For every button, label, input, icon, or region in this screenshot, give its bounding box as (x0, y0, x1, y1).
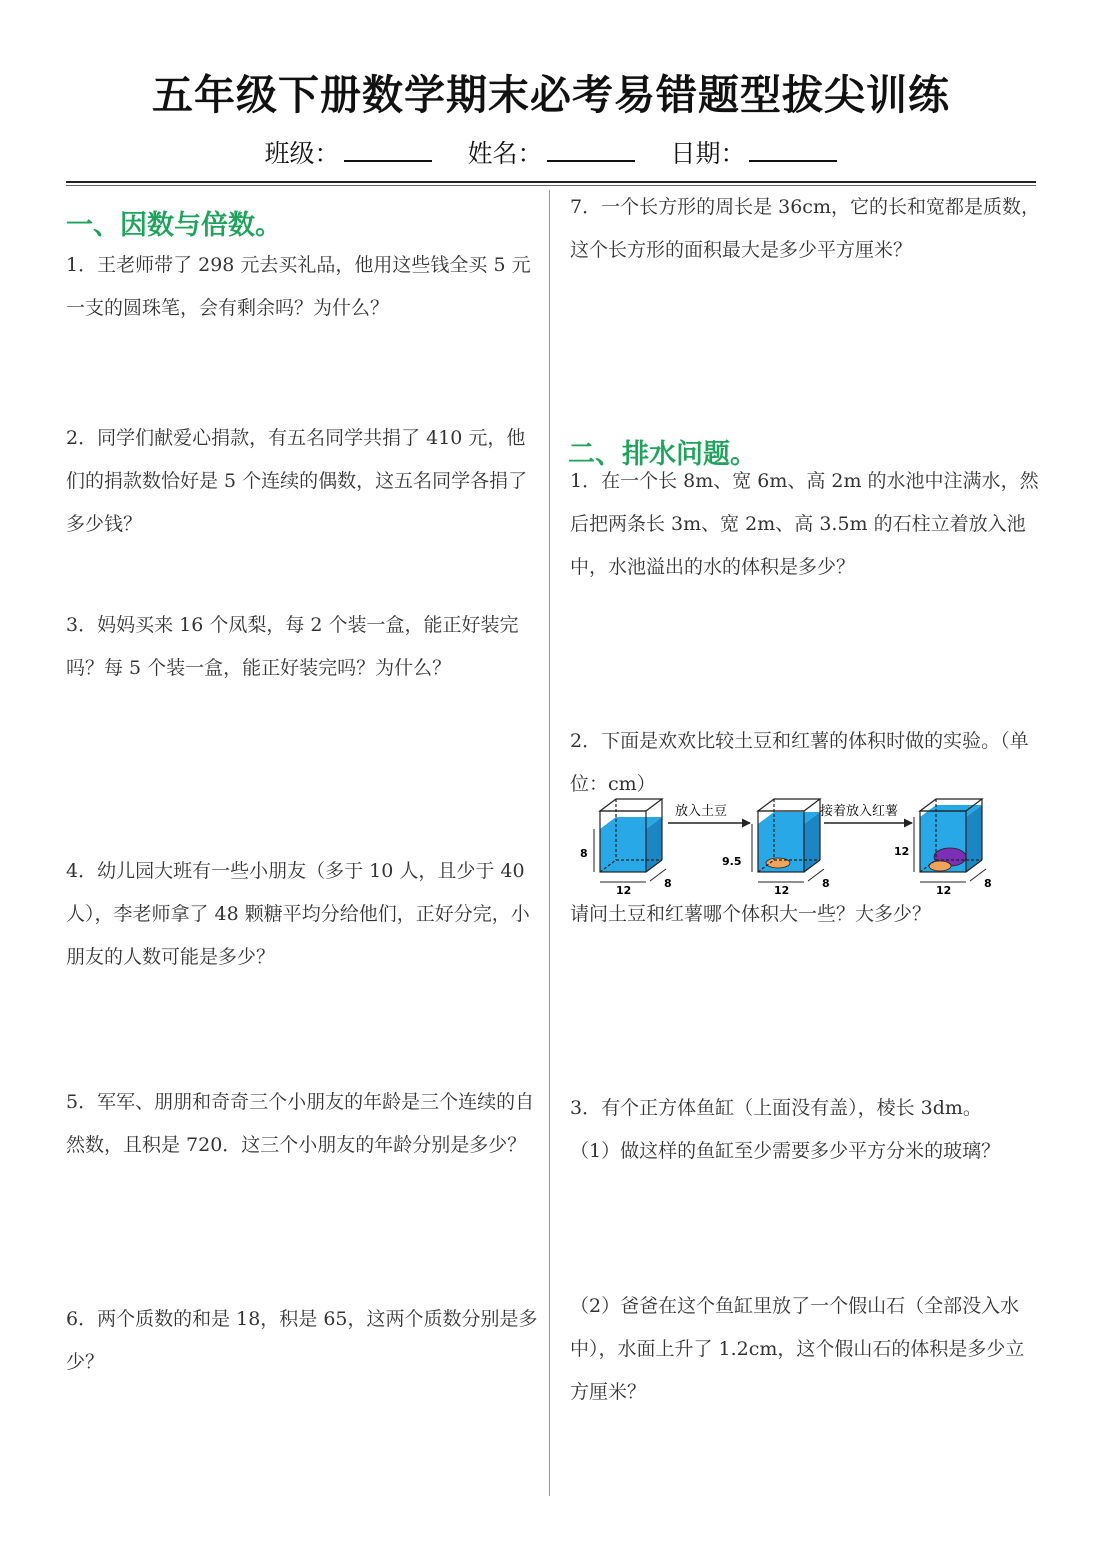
question-1-4: 4．幼儿园大班有一些小朋友（多于 10 人，且少于 40 人），李老师拿了 48 颗糖平均分给他们，正好分完，小朋友的人数可能是多少？ (66, 860, 530, 968)
question-2-1: 1．在一个长 8m、宽 6m、高 2m 的水池中注满水，然后把两条长 3m、宽 2m、高 3.5m 的石柱立着放入池中，水池溢出的水的体积是多少？ (570, 470, 1039, 578)
question-1-3: 3．妈妈买来 16 个凤梨，每 2 个装一盒，能正好装完吗？每 5 个装一盒，能正好装完吗？为什么？ (66, 614, 519, 679)
question-2-2-followup: 请问土豆和红薯哪个体积大一些？大多少？ (570, 903, 932, 925)
tank-3-length-label: 12 (936, 884, 952, 897)
tank-2-height-label: 9.5 (722, 855, 742, 868)
column-divider (549, 190, 550, 1496)
question-2-3-part1: （1）做这样的鱼缸至少需要多少平方分米的玻璃？ (570, 1140, 1001, 1162)
page-title: 五年级下册数学期末必考易错题型拔尖训练 (152, 71, 950, 119)
class-label: 班级： (264, 139, 340, 168)
student-info-row (0, 134, 1102, 170)
class-field (265, 134, 432, 170)
section-heading-factors: 一、因数与倍数。 (66, 210, 282, 241)
question-1-7: 7．一个长方形的周长是 36cm，它的长和宽都是质数，这个长方形的面积最大是多少平方厘米？ (570, 196, 1040, 261)
date-label: 日期： (670, 139, 746, 168)
name-field (467, 134, 634, 170)
name-blank[interactable] (547, 138, 635, 162)
header-rule-thick (66, 181, 1036, 183)
tank-2 (722, 799, 830, 897)
question-1-2: 2．同学们献爱心捐款，有五名同学共捐了 410 元，他们的捐款数恰好是 5 个连续的偶数，这五名同学各捐了多少钱？ (66, 427, 528, 535)
arrow-2-label: 接着放入红薯 (820, 804, 899, 819)
tank-2-length-label: 12 (774, 884, 790, 897)
question-1-1: 1．王老师带了 298 元去买礼品，他用这些钱全买 5 元一支的圆珠笔，会有剩余吗？为什么？ (66, 254, 531, 319)
volume-experiment-diagram (572, 795, 1042, 905)
arrow-1-label: 放入土豆 (675, 804, 728, 819)
tank-2-width-label: 8 (822, 877, 830, 890)
tank-3-height-label: 12 (894, 845, 910, 858)
section-heading-drainage: 二、排水问题。 (568, 439, 757, 470)
tank-1 (580, 799, 672, 897)
question-2-3: 3．有个正方体鱼缸（上面没有盖），棱长 3dm。 (570, 1097, 982, 1119)
tank-1-water-front (600, 829, 646, 872)
question-1-6: 6．两个质数的和是 18，积是 65，这两个质数分别是多少？ (66, 1308, 538, 1373)
question-1-5: 5．军军、朋朋和奇奇三个小朋友的年龄是三个连续的自然数，且积是 720．这三个小朋友的年龄分别是多少？ (66, 1091, 535, 1156)
name-label: 姓名： (467, 139, 543, 168)
tank-1-length-label: 12 (616, 884, 632, 897)
tank-3-width-label: 8 (984, 877, 992, 890)
date-blank[interactable] (749, 138, 837, 162)
tank-1-width-label: 8 (664, 877, 672, 890)
tank-1-height-label: 8 (580, 847, 588, 860)
date-field (670, 134, 837, 170)
tank-3 (894, 799, 992, 897)
question-2-2: 2．下面是欢欢比较土豆和红薯的体积时做的实验。（单位：cm） (570, 730, 1029, 795)
class-blank[interactable] (344, 138, 432, 162)
question-2-3-part2: （2）爸爸在这个鱼缸里放了一个假山石（全部没入水中），水面上升了 1.2cm，这个假山石的体积是多少立方厘米？ (570, 1295, 1025, 1403)
